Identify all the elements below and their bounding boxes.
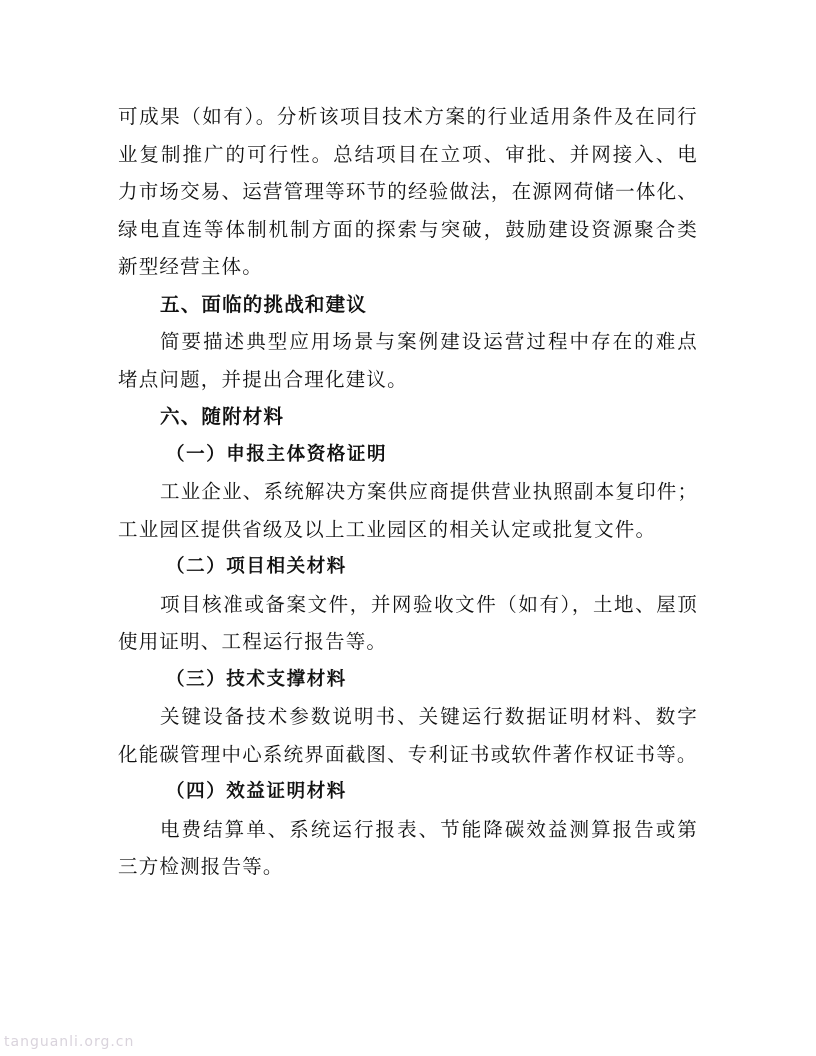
text-line: 化能碳管理中心系统界面截图、专利证书或软件著作权证书等。: [118, 742, 698, 766]
text-line: 业复制推广的可行性。总结项目在立项、审批、并网接入、电: [118, 142, 698, 166]
text-line: 使用证明、工程运行报告等。: [118, 630, 388, 653]
text-line: 电费结算单、系统运行报表、节能降碳效益测算报告或第: [160, 817, 698, 841]
text-line: 绿电直连等体制机制方面的探索与突破，鼓励建设资源聚合类: [118, 217, 698, 241]
subheading-qualification: （一）申报主体资格证明: [166, 443, 388, 465]
subheading-benefit-materials: （四）效益证明材料: [166, 781, 347, 802]
intro-paragraph: [118, 98, 698, 286]
document-page: [118, 98, 698, 886]
section-heading-challenges: 五、面临的挑战和建议: [160, 292, 368, 316]
text-line: 工业企业、系统解决方案供应商提供营业执照副本复印件；: [160, 480, 699, 503]
text-line: 力市场交易、运营管理等环节的经验做法，在源网荷储一体化、: [118, 180, 698, 203]
text-line: 关键设备技术参数说明书、关键运行数据证明材料、数字: [160, 705, 698, 728]
watermark: tanguanli.org.cn: [4, 1034, 135, 1050]
benefit-materials-paragraph: [118, 811, 698, 886]
text-line: 工业园区提供省级及以上工业园区的相关认定或批复文件。: [118, 517, 657, 541]
text-line: 项目核准或备案文件，并网验收文件（如有），土地、屋顶: [160, 592, 698, 616]
text-line: 新型经营主体。: [118, 255, 263, 278]
text-line: 堵点问题，并提出合理化建议。: [118, 367, 408, 391]
subheading-technical-materials: （三）技术支撑材料: [166, 668, 347, 690]
subheading-project-materials: （二）项目相关材料: [166, 556, 347, 577]
technical-materials-paragraph: [118, 698, 698, 773]
text-line: 可成果（如有）。分析该项目技术方案的行业适用条件及在同行: [118, 105, 698, 128]
section-heading-attachments: 六、随附材料: [160, 405, 285, 428]
challenges-paragraph: [118, 323, 698, 398]
text-line: 三方检测报告等。: [118, 855, 284, 878]
text-line: 简要描述典型应用场景与案例建设运营过程中存在的难点: [160, 330, 698, 353]
project-materials-paragraph: [118, 586, 698, 661]
qualification-paragraph: [118, 473, 698, 548]
